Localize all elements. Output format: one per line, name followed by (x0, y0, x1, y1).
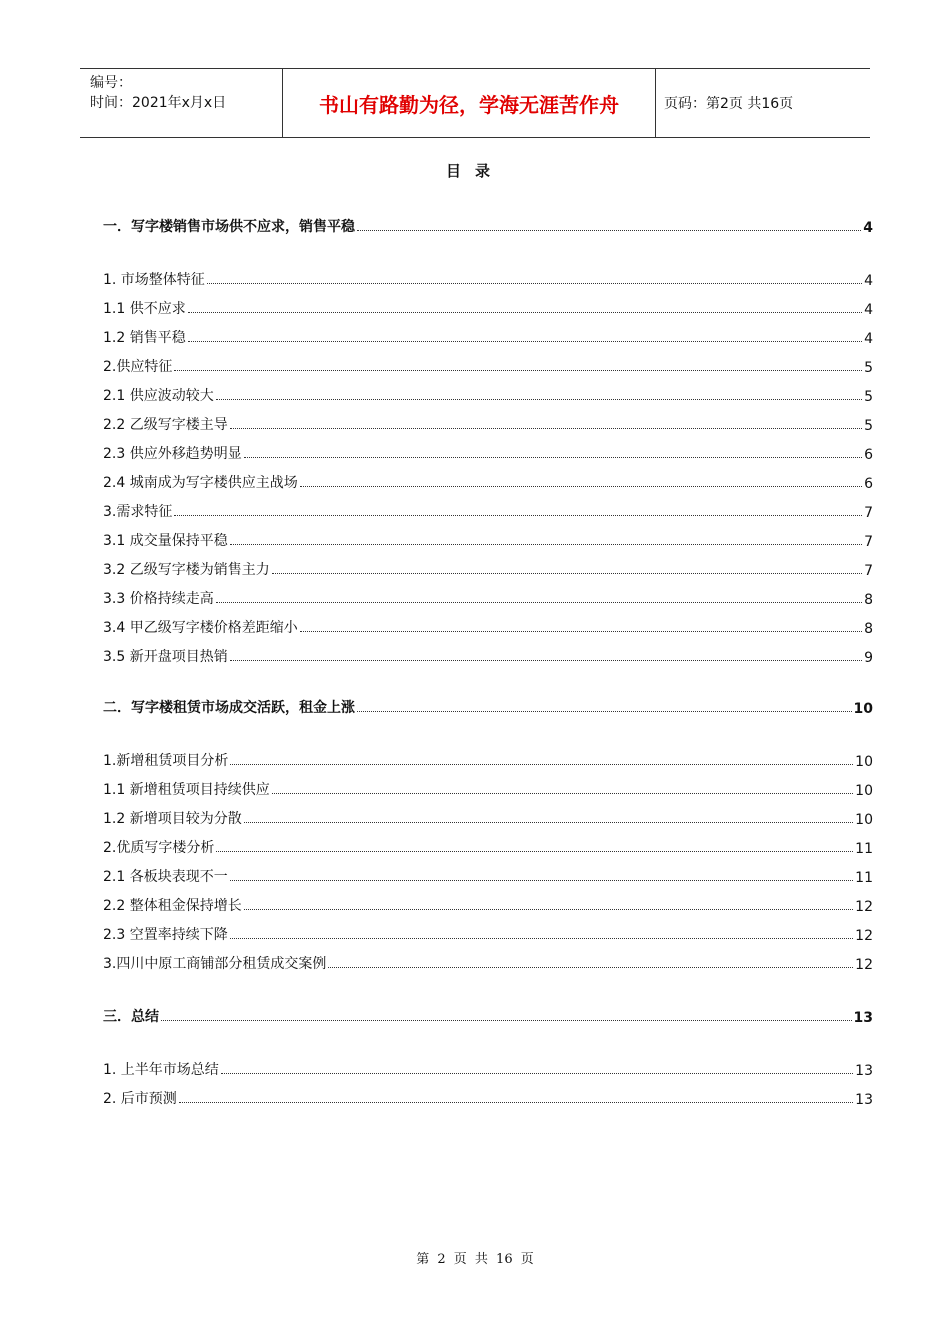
dot-leader (230, 880, 853, 881)
toc-entry[interactable] (103, 775, 873, 799)
toc-entry-page: 13 (855, 1092, 873, 1108)
header-motto: 书山有路勤为径，学海无涯苦作舟 (282, 69, 656, 137)
toc-entry[interactable] (103, 613, 873, 637)
dot-leader (207, 283, 862, 284)
dot-leader (216, 851, 853, 852)
toc-entry-page: 8 (864, 621, 873, 637)
dot-leader (230, 764, 853, 765)
toc-entry[interactable] (103, 1055, 873, 1079)
dot-leader (230, 938, 853, 939)
toc-entry[interactable] (103, 833, 873, 857)
toc-entry-page: 7 (864, 534, 873, 550)
toc-entry-page: 5 (864, 418, 873, 434)
toc-entry-label: 2.1 供应波动较大 (103, 388, 214, 404)
dot-leader (328, 967, 853, 968)
dot-leader (300, 631, 862, 632)
header-page-info: 页码：第2页 共16页 (664, 96, 794, 112)
toc-entry[interactable] (103, 323, 873, 347)
toc-entry-label: 3.需求特征 (103, 504, 173, 520)
toc-entry-label: 1.新增租赁项目分析 (103, 753, 229, 769)
toc-entry[interactable] (103, 891, 873, 915)
time-label: 时间：2021年x月x日 (90, 95, 227, 111)
dot-leader (188, 312, 862, 313)
toc-entry[interactable] (103, 584, 873, 608)
toc-entry[interactable] (103, 294, 873, 318)
toc-entry-page: 4 (863, 220, 873, 236)
dot-leader (357, 711, 852, 712)
toc-entry-label: 2.4 城南成为写字楼供应主战场 (103, 475, 298, 491)
toc-entry-label: 2.3 空置率持续下降 (103, 927, 228, 943)
toc-entry-page: 13 (853, 1010, 873, 1026)
toc-entry-page: 10 (853, 701, 873, 717)
toc-section-entry[interactable] (103, 212, 873, 236)
toc-entry-page: 12 (855, 899, 873, 915)
toc-entry-page: 6 (864, 447, 873, 463)
toc-entry-label: 2. 后市预测 (103, 1091, 177, 1107)
toc-entry-label: 2.优质写字楼分析 (103, 840, 215, 856)
toc-entry-page: 4 (864, 273, 873, 289)
dot-leader (244, 909, 853, 910)
toc-entry[interactable] (103, 526, 873, 550)
toc-entry[interactable] (103, 862, 873, 886)
dot-leader (216, 399, 862, 400)
toc-entry[interactable] (103, 949, 873, 973)
toc-section-entry[interactable] (103, 1002, 873, 1026)
toc-entry-page: 9 (864, 650, 873, 666)
toc-entry[interactable] (103, 497, 873, 521)
toc-entry-label: 1. 上半年市场总结 (103, 1062, 219, 1078)
toc-entry-page: 6 (864, 476, 873, 492)
dot-leader (244, 822, 853, 823)
toc-entry-label: 3.2 乙级写字楼为销售主力 (103, 562, 270, 578)
dot-leader (179, 1102, 853, 1103)
toc-entry-label: 2.2 整体租金保持增长 (103, 898, 242, 914)
toc-title: 目录 (445, 162, 504, 180)
dot-leader (230, 544, 862, 545)
header-meta (80, 69, 282, 137)
toc-entry-page: 10 (855, 812, 873, 828)
toc-entry[interactable] (103, 439, 873, 463)
dot-leader (221, 1073, 853, 1074)
toc-entry-label: 1.2 新增项目较为分散 (103, 811, 242, 827)
toc-entry-label: 三．总结 (103, 1009, 159, 1025)
toc-entry-label: 2.供应特征 (103, 359, 173, 375)
toc-entry-page: 10 (855, 783, 873, 799)
toc-entry-label: 二．写字楼租赁市场成交活跃，租金上涨 (103, 700, 355, 716)
toc-entry-page: 10 (855, 754, 873, 770)
toc-section-entry[interactable] (103, 693, 873, 717)
toc-entry-page: 12 (855, 928, 873, 944)
toc-entry-label: 一．写字楼销售市场供不应求，销售平稳 (103, 219, 355, 235)
dot-leader (272, 793, 853, 794)
toc-entry[interactable] (103, 920, 873, 944)
dot-leader (357, 230, 861, 231)
toc-entry-page: 4 (864, 331, 873, 347)
toc-entry-page: 5 (864, 389, 873, 405)
toc-entry[interactable] (103, 642, 873, 666)
toc-entry-label: 1.2 销售平稳 (103, 330, 186, 346)
toc-entry-page: 8 (864, 592, 873, 608)
toc-entry[interactable] (103, 265, 873, 289)
toc-entry-label: 2.3 供应外移趋势明显 (103, 446, 242, 462)
toc-entry-label: 3.1 成交量保持平稳 (103, 533, 228, 549)
toc-entry[interactable] (103, 1084, 873, 1108)
toc-entry-page: 11 (855, 870, 873, 886)
toc-entry-label: 2.1 各板块表现不一 (103, 869, 228, 885)
dot-leader (230, 660, 862, 661)
toc-entry-page: 11 (855, 841, 873, 857)
toc-entry[interactable] (103, 381, 873, 405)
toc-entry-page: 12 (855, 957, 873, 973)
dot-leader (161, 1020, 852, 1021)
toc-entry-label: 2.2 乙级写字楼主导 (103, 417, 228, 433)
dot-leader (272, 573, 862, 574)
toc-entry[interactable] (103, 746, 873, 770)
toc-entry[interactable] (103, 555, 873, 579)
dot-leader (300, 486, 862, 487)
toc-entry-label: 1.1 供不应求 (103, 301, 186, 317)
dot-leader (216, 602, 862, 603)
toc-entry[interactable] (103, 468, 873, 492)
toc-entry-page: 13 (855, 1063, 873, 1079)
dot-leader (188, 341, 862, 342)
dot-leader (244, 457, 862, 458)
toc-entry[interactable] (103, 352, 873, 376)
toc-entry-label: 3.4 甲乙级写字楼价格差距缩小 (103, 620, 298, 636)
toc-entry[interactable] (103, 410, 873, 434)
dot-leader (174, 515, 862, 516)
toc-entry[interactable] (103, 804, 873, 828)
toc-entry-label: 3.四川中原工商铺部分租赁成交案例 (103, 956, 327, 972)
toc-entry-label: 3.3 价格持续走高 (103, 591, 214, 607)
toc-entry-label: 1.1 新增租赁项目持续供应 (103, 782, 270, 798)
dot-leader (230, 428, 862, 429)
page-header (80, 68, 870, 138)
toc-entry-page: 7 (864, 563, 873, 579)
dot-leader (174, 370, 862, 371)
toc-entry-label: 1. 市场整体特征 (103, 272, 205, 288)
toc-entry-page: 5 (864, 360, 873, 376)
page-footer: 第 2 页 共 16 页 (416, 1252, 534, 1267)
toc-entry-page: 7 (864, 505, 873, 521)
toc-entry-page: 4 (864, 302, 873, 318)
toc-entry-label: 3.5 新开盘项目热销 (103, 649, 228, 665)
number-label: 编号： (90, 75, 132, 91)
